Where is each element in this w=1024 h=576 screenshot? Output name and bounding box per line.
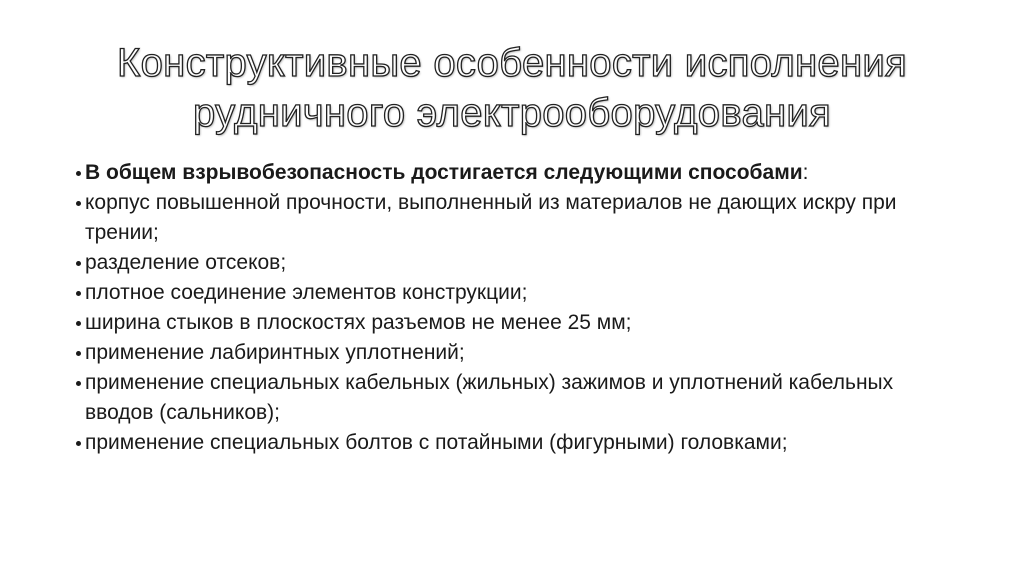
list-item: [76, 338, 956, 368]
bullet-icon: [76, 351, 81, 356]
list-item: [76, 368, 956, 428]
bullet-icon: [76, 381, 81, 386]
list-item-intro: [76, 158, 956, 188]
slide-title: [40, 38, 984, 138]
bullet-icon: [76, 291, 81, 296]
list-item: [76, 428, 956, 458]
list-item-text: В общем взрывобезопасность достигается следующими способами: [85, 161, 803, 184]
list-item: [76, 248, 956, 278]
list-item: [76, 278, 956, 308]
list-item-text: применение лабиринтных уплотнений;: [85, 341, 465, 364]
bullet-icon: [76, 171, 81, 176]
list-item-text: ширина стыков в плоскостях разъемов не менее 25 мм;: [85, 311, 632, 334]
title-line-1: Конструктивные особенности исполнения: [117, 41, 907, 85]
list-item: [76, 308, 956, 338]
list-item-text: плотное соединение элементов конструкции;: [85, 281, 528, 304]
bullet-icon: [76, 261, 81, 266]
list-item-text: применение специальных болтов с потайными (фигурными) головками;: [85, 431, 788, 454]
list-item-text: корпус повышенной прочности, выполненный из материалов не дающих искру при трении;: [85, 191, 897, 244]
list-item: [76, 188, 956, 248]
list-item-text: разделение отсеков;: [85, 251, 287, 274]
bullet-icon: [76, 201, 81, 206]
bullet-icon: [76, 441, 81, 446]
list-item-text: применение специальных кабельных (жильных) зажимов и уплотнений кабельных вводов (сальников);: [85, 371, 894, 424]
bullet-icon: [76, 321, 81, 326]
bullet-list: [76, 158, 956, 458]
list-item-suffix: :: [802, 161, 809, 184]
title-line-2: рудничного электрооборудования: [193, 91, 831, 135]
